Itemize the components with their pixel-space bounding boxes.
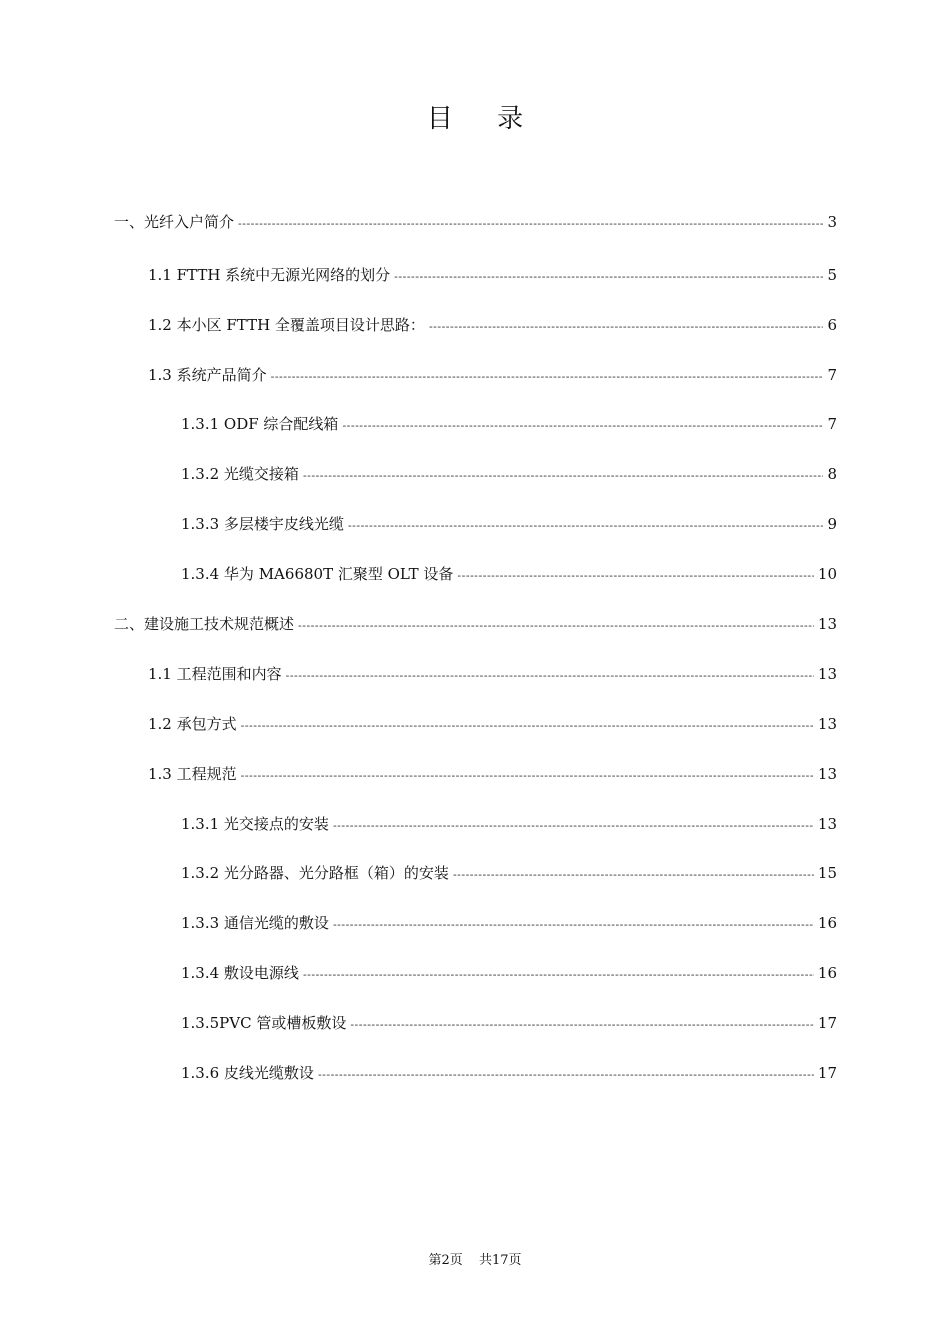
toc-leader [238, 214, 823, 234]
toc-entry-page: 17 [817, 1064, 837, 1082]
toc-leader [348, 516, 824, 536]
toc-entry-page: 3 [827, 213, 837, 231]
toc-entry-label: 1.2 本小区 FTTH 全覆盖项目设计思路： [148, 316, 425, 334]
toc-entry[interactable] [181, 514, 837, 536]
toc-entry[interactable] [181, 814, 837, 836]
toc-entry[interactable] [148, 714, 837, 736]
toc-entry-page: 13 [817, 665, 837, 683]
toc-entry-label: 1.1 工程范围和内容 [148, 665, 282, 683]
toc-entry[interactable] [181, 913, 837, 935]
toc-entry-page: 13 [817, 715, 837, 733]
toc-leader [350, 1015, 814, 1035]
toc-entry[interactable] [181, 464, 837, 486]
toc-entry-label: 1.3.2 光分路器、光分路框（箱）的安装 [181, 864, 449, 882]
toc-entry-label: 1.3.4 华为 MA6680T 汇聚型 OLT 设备 [181, 565, 454, 583]
toc-leader [241, 716, 814, 736]
toc-leader [429, 317, 824, 337]
toc-entry-page: 6 [827, 316, 837, 334]
toc-entry-label: 1.3.3 多层楼宇皮线光缆 [181, 515, 344, 533]
toc-entry-label: 一、光纤入户简介 [114, 213, 235, 231]
toc-entry-page: 13 [817, 815, 837, 833]
toc-leader [298, 616, 814, 636]
toc-entry[interactable] [181, 414, 837, 436]
toc-entry-page: 7 [827, 415, 837, 433]
toc-entry-page: 10 [817, 565, 837, 583]
toc-entry-page: 15 [817, 864, 837, 882]
toc-entry-label: 1.3 系统产品简介 [148, 366, 267, 384]
toc-entry-label: 二、建设施工技术规范概述 [114, 615, 295, 633]
toc-entry-page: 9 [827, 515, 837, 533]
toc-leader [333, 816, 814, 836]
toc-leader [453, 865, 814, 885]
footer-page-current: 第2页 [428, 1253, 463, 1268]
toc-entry-label: 1.3.5PVC 管或槽板敷设 [181, 1014, 347, 1032]
toc-leader [241, 766, 814, 786]
page-title: 目 录 [426, 104, 542, 134]
toc-entry-label: 1.3.1 光交接点的安装 [181, 815, 329, 833]
toc-leader [333, 915, 814, 935]
footer-page-total: 共17页 [478, 1253, 522, 1268]
toc-leader [271, 367, 824, 387]
page-footer [0, 1249, 950, 1268]
toc-entry-page: 5 [827, 266, 837, 284]
toc-leader [303, 466, 824, 486]
toc-entry[interactable] [114, 614, 837, 636]
toc-leader [318, 1065, 814, 1085]
toc-entry-label: 1.3.4 敷设电源线 [181, 964, 299, 982]
toc-entry[interactable] [181, 963, 837, 985]
toc-leader [342, 416, 823, 436]
toc-entry-label: 1.1 FTTH 系统中无源光网络的划分 [148, 266, 391, 284]
toc-entry-label: 1.3.2 光缆交接箱 [181, 465, 299, 483]
toc-entry[interactable] [148, 365, 837, 387]
toc-leader [394, 267, 823, 287]
toc-entry-page: 17 [817, 1014, 837, 1032]
toc-leader [457, 566, 813, 586]
toc-entry[interactable] [181, 564, 837, 586]
toc-entry[interactable] [181, 863, 837, 885]
toc-entry-label: 1.3.1 ODF 综合配线箱 [181, 415, 339, 433]
toc-entry-page: 8 [827, 465, 837, 483]
toc-entry-label: 1.3.3 通信光缆的敷设 [181, 914, 329, 932]
toc-entry-label: 1.3 工程规范 [148, 765, 237, 783]
toc-entry-label: 1.2 承包方式 [148, 715, 237, 733]
toc-entry-page: 7 [827, 366, 837, 384]
toc-entry[interactable] [148, 265, 837, 287]
toc-entry-label: 1.3.6 皮线光缆敷设 [181, 1064, 314, 1082]
toc-leader [286, 666, 814, 686]
toc-leader [303, 965, 814, 985]
toc-entry[interactable] [181, 1013, 837, 1035]
toc-entry-page: 13 [817, 765, 837, 783]
toc-entry-page: 13 [817, 615, 837, 633]
toc-entry-page: 16 [817, 914, 837, 932]
toc-entry[interactable] [148, 764, 837, 786]
toc-entry[interactable] [114, 212, 837, 234]
toc-entry[interactable] [148, 315, 837, 337]
toc-entry-page: 16 [817, 964, 837, 982]
toc-entry[interactable] [181, 1063, 837, 1085]
toc-entry[interactable] [148, 664, 837, 686]
